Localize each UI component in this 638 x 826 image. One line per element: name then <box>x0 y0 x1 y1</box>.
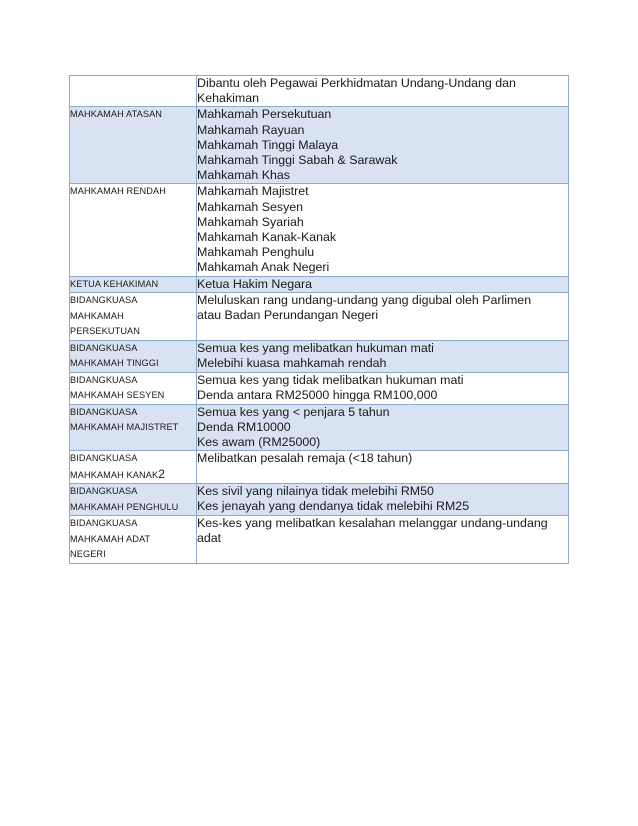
row-label <box>70 107 197 184</box>
content-line: Melibatkan pesalah remaja (<18 tahun) <box>197 451 413 466</box>
content-line: Mahkamah Persekutuan <box>197 107 332 122</box>
content-line: Mahkamah Tinggi Sabah & Sarawak <box>197 153 398 168</box>
table-row-juvenile-court-jurisdiction <box>70 451 569 484</box>
label-line: MAHKAMAH ADAT <box>70 533 151 544</box>
label-line: MAHKAMAH RENDAH <box>70 186 166 197</box>
row-content <box>197 451 569 484</box>
label-line: BIDANGKUASA <box>70 453 138 464</box>
label-line: NEGERI <box>70 549 106 560</box>
row-label-empty <box>70 76 197 107</box>
label-line: PERSEKUTUAN <box>70 326 141 337</box>
row-label <box>70 516 197 564</box>
table-row-penghulu-court-jurisdiction <box>70 484 569 516</box>
court-structure-table <box>69 75 569 564</box>
row-content <box>197 276 569 293</box>
content-line: Mahkamah Tinggi Malaya <box>197 137 339 152</box>
row-label <box>70 451 197 484</box>
content-line: Meluluskan rang undang-undang yang digubal oleh Parlimen <box>197 293 532 308</box>
content-line: Semua kes yang melibatkan hukuman mati <box>197 340 434 355</box>
table-row-magistrate-court-jurisdiction <box>70 404 569 451</box>
content-line: Mahkamah Syariah <box>197 214 304 229</box>
label-line: KETUA KEHAKIMAN <box>70 278 159 289</box>
row-content <box>197 516 569 564</box>
content-line: Melebihi kuasa mahkamah rendah <box>197 355 387 370</box>
label-line: BIDANGKUASA <box>70 406 138 417</box>
row-content <box>197 340 569 372</box>
row-content <box>197 372 569 404</box>
content-line: Kes-kes yang melibatkan kesalahan melanggar undang-undang <box>197 516 548 531</box>
row-content <box>197 76 569 107</box>
row-content <box>197 293 569 341</box>
label-suffix: 2 <box>158 466 165 481</box>
row-label <box>70 484 197 516</box>
content-line: Ketua Hakim Negara <box>197 276 313 291</box>
content-line: Mahkamah Majistret <box>197 184 309 199</box>
row-label <box>70 372 197 404</box>
content-line: Denda RM10000 <box>197 419 291 434</box>
content-line: Mahkamah Kanak-Kanak <box>197 230 337 245</box>
row-label <box>70 276 197 293</box>
label-line: MAHKAMAH ATASAN <box>70 109 163 120</box>
row-content <box>197 107 569 184</box>
row-content <box>197 484 569 516</box>
table-row-native-court-jurisdiction <box>70 516 569 564</box>
label-line: BIDANGKUASA <box>70 295 138 306</box>
row-label <box>70 340 197 372</box>
content-line: Semua kes yang tidak melibatkan hukuman mati <box>197 372 464 387</box>
content-line: Kes sivil yang nilainya tidak melebihi RM50 <box>197 484 434 499</box>
label-line: BIDANGKUASA <box>70 342 138 353</box>
content-line: Kes jenayah yang dendanya tidak melebihi RM25 <box>197 499 470 514</box>
row-content <box>197 184 569 276</box>
content-line: Semua kes yang < penjara 5 tahun <box>197 404 390 419</box>
label-line: MAHKAMAH SESYEN <box>70 390 165 401</box>
label-line: BIDANGKUASA <box>70 374 138 385</box>
row-label <box>70 184 197 276</box>
table-body <box>70 76 569 564</box>
content-line: Mahkamah Rayuan <box>197 122 305 137</box>
content-line: Mahkamah Penghulu <box>197 245 315 260</box>
content-line: adat <box>197 531 222 546</box>
row-label <box>70 293 197 341</box>
table-row-chief-justice <box>70 276 569 293</box>
content-line: Dibantu oleh Pegawai Perkhidmatan Undang-Undang dan <box>197 76 516 90</box>
label-line: MAHKAMAH TINGGI <box>70 358 159 369</box>
content-line: Mahkamah Anak Negeri <box>197 260 330 275</box>
label-line: MAHKAMAH MAJISTRET <box>70 422 179 433</box>
content-line: Kehakiman <box>197 91 259 106</box>
label-line: BIDANGKUASA <box>70 486 138 497</box>
row-content <box>197 404 569 451</box>
label-text: MAHKAMAH KANAK <box>70 469 159 480</box>
table-row-sessions-court-jurisdiction <box>70 372 569 404</box>
table-row-assisted-by <box>70 76 569 107</box>
label-line: MAHKAMAH <box>70 310 124 321</box>
label-line: MAHKAMAH PENGHULU <box>70 501 179 512</box>
label-line: BIDANGKUASA <box>70 518 138 529</box>
label-line <box>70 467 196 484</box>
content-line: Denda antara RM25000 hingga RM100,000 <box>197 387 438 402</box>
table-row-superior-courts <box>70 107 569 184</box>
content-line: Mahkamah Khas <box>197 168 290 183</box>
content-line: Mahkamah Sesyen <box>197 199 304 214</box>
row-label <box>70 404 197 451</box>
table-row-high-court-jurisdiction <box>70 340 569 372</box>
content-line: Kes awam (RM25000) <box>197 435 321 450</box>
content-line: atau Badan Perundangan Negeri <box>197 308 379 323</box>
table-row-federal-court-jurisdiction <box>70 293 569 341</box>
table-row-subordinate-courts <box>70 184 569 276</box>
